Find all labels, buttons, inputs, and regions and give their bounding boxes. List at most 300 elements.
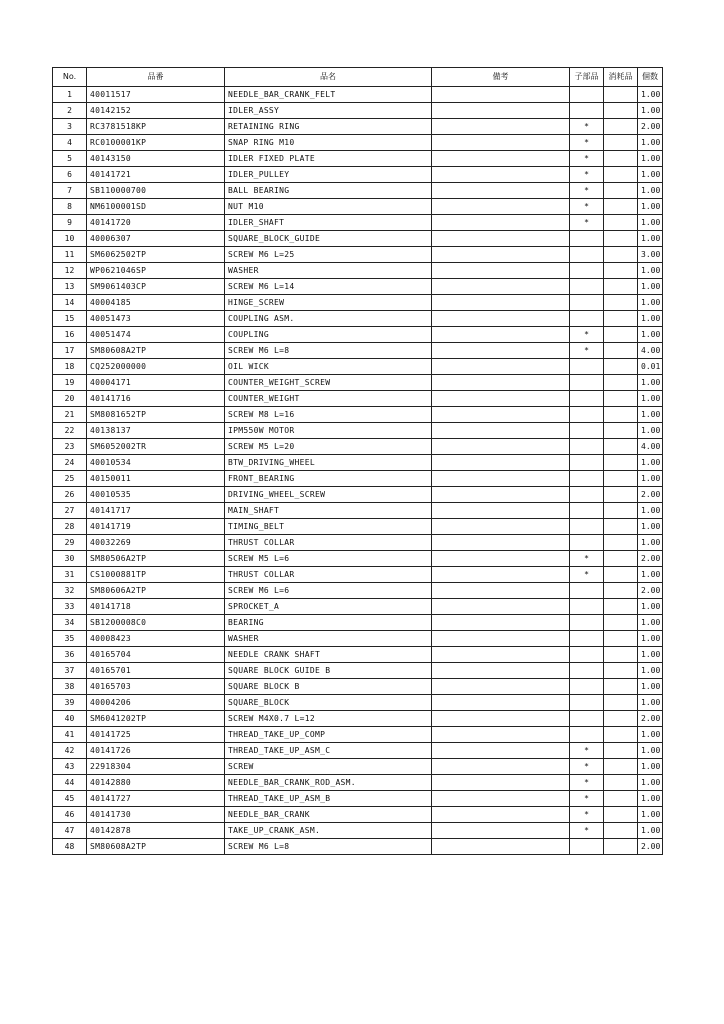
part-number-cell: 40004206: [87, 695, 225, 711]
row-number: 43: [53, 759, 87, 775]
table-row: [53, 807, 663, 823]
part-number-cell: 40142880: [87, 775, 225, 791]
part-number-cell: SB1200008C0: [87, 615, 225, 631]
sub-part-mark-cell: [570, 615, 604, 631]
part-name-cell: IDLER_PULLEY: [225, 167, 432, 183]
row-number: 47: [53, 823, 87, 839]
row-number: 4: [53, 135, 87, 151]
sub-part-mark-cell: *: [570, 151, 604, 167]
remarks-cell: [432, 679, 570, 695]
table-row: [53, 247, 663, 263]
part-number-cell: SM6041202TP: [87, 711, 225, 727]
quantity-cell: 4.00: [638, 439, 663, 455]
sub-part-mark-cell: [570, 471, 604, 487]
quantity-cell: 1.00: [638, 807, 663, 823]
part-number-cell: RC3781518KP: [87, 119, 225, 135]
table-row: [53, 839, 663, 855]
table-row: [53, 727, 663, 743]
table-row: [53, 343, 663, 359]
remarks-cell: [432, 423, 570, 439]
part-number-cell: SM80608A2TP: [87, 343, 225, 359]
sub-part-mark-cell: [570, 631, 604, 647]
quantity-cell: 2.00: [638, 119, 663, 135]
part-number-cell: 22918304: [87, 759, 225, 775]
table-row: [53, 551, 663, 567]
quantity-cell: 1.00: [638, 455, 663, 471]
sub-part-mark-cell: [570, 695, 604, 711]
row-number: 23: [53, 439, 87, 455]
sub-part-mark-cell: [570, 727, 604, 743]
row-number: 44: [53, 775, 87, 791]
consumable-mark-cell: [604, 695, 638, 711]
row-number: 31: [53, 567, 87, 583]
remarks-cell: [432, 135, 570, 151]
part-number-cell: 40011517: [87, 87, 225, 103]
consumable-mark-cell: [604, 647, 638, 663]
part-number-cell: SM6062502TP: [87, 247, 225, 263]
quantity-cell: 1.00: [638, 231, 663, 247]
sub-part-mark-cell: [570, 711, 604, 727]
remarks-cell: [432, 119, 570, 135]
row-number: 21: [53, 407, 87, 423]
table-row: [53, 791, 663, 807]
part-name-cell: THRUST COLLAR: [225, 535, 432, 551]
table-row: [53, 407, 663, 423]
row-number: 19: [53, 375, 87, 391]
part-number-cell: 40165701: [87, 663, 225, 679]
remarks-cell: [432, 743, 570, 759]
part-number-cell: SM8081652TP: [87, 407, 225, 423]
sub-part-mark-cell: [570, 583, 604, 599]
row-number: 38: [53, 679, 87, 695]
row-number: 40: [53, 711, 87, 727]
remarks-cell: [432, 727, 570, 743]
quantity-cell: 2.00: [638, 551, 663, 567]
row-number: 32: [53, 583, 87, 599]
row-number: 36: [53, 647, 87, 663]
remarks-cell: [432, 295, 570, 311]
part-name-cell: IDLER_ASSY: [225, 103, 432, 119]
part-name-cell: SCREW: [225, 759, 432, 775]
sub-part-mark-cell: [570, 407, 604, 423]
table-row: [53, 711, 663, 727]
part-name-cell: SCREW M4X0.7 L=12: [225, 711, 432, 727]
part-name-cell: THRUST COLLAR: [225, 567, 432, 583]
sub-part-mark-cell: *: [570, 743, 604, 759]
quantity-cell: 1.00: [638, 567, 663, 583]
remarks-cell: [432, 775, 570, 791]
consumable-mark-cell: [604, 807, 638, 823]
row-number: 35: [53, 631, 87, 647]
row-number: 5: [53, 151, 87, 167]
part-name-cell: THREAD_TAKE_UP_COMP: [225, 727, 432, 743]
consumable-mark-cell: [604, 567, 638, 583]
quantity-cell: 1.00: [638, 647, 663, 663]
part-number-cell: SM80608A2TP: [87, 839, 225, 855]
part-number-cell: 40142152: [87, 103, 225, 119]
row-number: 33: [53, 599, 87, 615]
remarks-cell: [432, 263, 570, 279]
table-row: [53, 535, 663, 551]
table-row: [53, 103, 663, 119]
sub-part-mark-cell: *: [570, 343, 604, 359]
table-row: [53, 471, 663, 487]
quantity-cell: 1.00: [638, 87, 663, 103]
remarks-cell: [432, 791, 570, 807]
consumable-mark-cell: [604, 391, 638, 407]
table-row: [53, 231, 663, 247]
consumable-mark-cell: [604, 535, 638, 551]
table-row: [53, 215, 663, 231]
table-row: [53, 743, 663, 759]
part-name-cell: SCREW M6 L=6: [225, 583, 432, 599]
quantity-cell: 1.00: [638, 823, 663, 839]
quantity-cell: 1.00: [638, 775, 663, 791]
quantity-cell: 1.00: [638, 743, 663, 759]
table-row: [53, 167, 663, 183]
sub-part-mark-cell: [570, 439, 604, 455]
part-number-cell: 40141720: [87, 215, 225, 231]
remarks-cell: [432, 519, 570, 535]
remarks-cell: [432, 583, 570, 599]
remarks-cell: [432, 231, 570, 247]
part-number-cell: 40142878: [87, 823, 225, 839]
quantity-cell: 1.00: [638, 503, 663, 519]
header-remarks: 備考: [432, 68, 570, 87]
sub-part-mark-cell: *: [570, 823, 604, 839]
part-name-cell: COUPLING: [225, 327, 432, 343]
quantity-cell: 1.00: [638, 167, 663, 183]
row-number: 17: [53, 343, 87, 359]
row-number: 22: [53, 423, 87, 439]
part-number-cell: 40141719: [87, 519, 225, 535]
row-number: 45: [53, 791, 87, 807]
row-number: 10: [53, 231, 87, 247]
part-name-cell: BALL BEARING: [225, 183, 432, 199]
part-name-cell: IDLER FIXED PLATE: [225, 151, 432, 167]
part-name-cell: OIL WICK: [225, 359, 432, 375]
header-no: No.: [53, 68, 87, 87]
row-number: 39: [53, 695, 87, 711]
part-number-cell: RC0100001KP: [87, 135, 225, 151]
quantity-cell: 1.00: [638, 727, 663, 743]
quantity-cell: 1.00: [638, 631, 663, 647]
table-row: [53, 599, 663, 615]
row-number: 29: [53, 535, 87, 551]
table-row: [53, 519, 663, 535]
table-row: [53, 583, 663, 599]
sub-part-mark-cell: [570, 487, 604, 503]
sub-part-mark-cell: [570, 391, 604, 407]
sub-part-mark-cell: [570, 535, 604, 551]
header-sub-part: 子部品: [570, 68, 604, 87]
consumable-mark-cell: [604, 823, 638, 839]
table-row: [53, 823, 663, 839]
table-row: [53, 135, 663, 151]
quantity-cell: 1.00: [638, 423, 663, 439]
quantity-cell: 1.00: [638, 471, 663, 487]
consumable-mark-cell: [604, 471, 638, 487]
remarks-cell: [432, 807, 570, 823]
remarks-cell: [432, 311, 570, 327]
part-number-cell: 40051473: [87, 311, 225, 327]
sub-part-mark-cell: *: [570, 759, 604, 775]
parts-list-body: [53, 87, 663, 855]
quantity-cell: 1.00: [638, 615, 663, 631]
quantity-cell: 2.00: [638, 839, 663, 855]
row-number: 18: [53, 359, 87, 375]
part-number-cell: 40141716: [87, 391, 225, 407]
part-name-cell: MAIN_SHAFT: [225, 503, 432, 519]
part-name-cell: THREAD_TAKE_UP_ASM_B: [225, 791, 432, 807]
remarks-cell: [432, 183, 570, 199]
parts-list-sheet: [52, 67, 663, 855]
consumable-mark-cell: [604, 615, 638, 631]
quantity-cell: 1.00: [638, 375, 663, 391]
row-number: 3: [53, 119, 87, 135]
remarks-cell: [432, 279, 570, 295]
quantity-cell: 1.00: [638, 791, 663, 807]
row-number: 12: [53, 263, 87, 279]
row-number: 7: [53, 183, 87, 199]
table-row: [53, 311, 663, 327]
consumable-mark-cell: [604, 439, 638, 455]
part-name-cell: SCREW M6 L=8: [225, 343, 432, 359]
row-number: 25: [53, 471, 87, 487]
part-number-cell: SM6052002TR: [87, 439, 225, 455]
consumable-mark-cell: [604, 455, 638, 471]
header-part-number: 品番: [87, 68, 225, 87]
quantity-cell: 1.00: [638, 599, 663, 615]
sub-part-mark-cell: *: [570, 775, 604, 791]
part-number-cell: 40010535: [87, 487, 225, 503]
sub-part-mark-cell: *: [570, 199, 604, 215]
sub-part-mark-cell: *: [570, 119, 604, 135]
quantity-cell: 4.00: [638, 343, 663, 359]
quantity-cell: 1.00: [638, 135, 663, 151]
table-row: [53, 263, 663, 279]
part-number-cell: 40165703: [87, 679, 225, 695]
quantity-cell: 1.00: [638, 103, 663, 119]
remarks-cell: [432, 631, 570, 647]
table-row: [53, 631, 663, 647]
part-name-cell: RETAINING RING: [225, 119, 432, 135]
part-name-cell: NEEDLE_BAR_CRANK_ROD_ASM.: [225, 775, 432, 791]
part-name-cell: SCREW M5 L=6: [225, 551, 432, 567]
remarks-cell: [432, 455, 570, 471]
part-name-cell: NEEDLE CRANK SHAFT: [225, 647, 432, 663]
quantity-cell: 2.00: [638, 487, 663, 503]
table-row: [53, 455, 663, 471]
consumable-mark-cell: [604, 199, 638, 215]
part-name-cell: HINGE_SCREW: [225, 295, 432, 311]
part-number-cell: 40032269: [87, 535, 225, 551]
consumable-mark-cell: [604, 103, 638, 119]
part-name-cell: NEEDLE_BAR_CRANK: [225, 807, 432, 823]
table-row: [53, 183, 663, 199]
remarks-cell: [432, 471, 570, 487]
consumable-mark-cell: [604, 263, 638, 279]
consumable-mark-cell: [604, 599, 638, 615]
consumable-mark-cell: [604, 119, 638, 135]
quantity-cell: 1.00: [638, 311, 663, 327]
sub-part-mark-cell: [570, 679, 604, 695]
consumable-mark-cell: [604, 247, 638, 263]
row-number: 27: [53, 503, 87, 519]
row-number: 30: [53, 551, 87, 567]
part-number-cell: WP0621046SP: [87, 263, 225, 279]
sub-part-mark-cell: [570, 647, 604, 663]
quantity-cell: 1.00: [638, 695, 663, 711]
remarks-cell: [432, 247, 570, 263]
sub-part-mark-cell: *: [570, 551, 604, 567]
part-name-cell: BEARING: [225, 615, 432, 631]
sub-part-mark-cell: [570, 311, 604, 327]
table-row: [53, 295, 663, 311]
remarks-cell: [432, 503, 570, 519]
consumable-mark-cell: [604, 375, 638, 391]
row-number: 8: [53, 199, 87, 215]
row-number: 16: [53, 327, 87, 343]
row-number: 26: [53, 487, 87, 503]
part-name-cell: SNAP RING M10: [225, 135, 432, 151]
consumable-mark-cell: [604, 679, 638, 695]
quantity-cell: 2.00: [638, 583, 663, 599]
consumable-mark-cell: [604, 759, 638, 775]
part-name-cell: WASHER: [225, 631, 432, 647]
consumable-mark-cell: [604, 583, 638, 599]
parts-list-table: [52, 67, 663, 855]
consumable-mark-cell: [604, 487, 638, 503]
row-number: 48: [53, 839, 87, 855]
quantity-cell: 1.00: [638, 391, 663, 407]
consumable-mark-cell: [604, 519, 638, 535]
remarks-cell: [432, 407, 570, 423]
part-name-cell: SCREW M6 L=14: [225, 279, 432, 295]
part-number-cell: CS1000881TP: [87, 567, 225, 583]
consumable-mark-cell: [604, 663, 638, 679]
sub-part-mark-cell: *: [570, 135, 604, 151]
part-number-cell: 40141718: [87, 599, 225, 615]
quantity-cell: 0.01: [638, 359, 663, 375]
sub-part-mark-cell: [570, 87, 604, 103]
sub-part-mark-cell: [570, 103, 604, 119]
consumable-mark-cell: [604, 503, 638, 519]
consumable-mark-cell: [604, 231, 638, 247]
table-row: [53, 199, 663, 215]
quantity-cell: 3.00: [638, 247, 663, 263]
sub-part-mark-cell: *: [570, 167, 604, 183]
row-number: 20: [53, 391, 87, 407]
table-row: [53, 775, 663, 791]
part-number-cell: 40006307: [87, 231, 225, 247]
header-part-name: 品名: [225, 68, 432, 87]
part-number-cell: 40143150: [87, 151, 225, 167]
table-row: [53, 391, 663, 407]
part-name-cell: COUNTER_WEIGHT_SCREW: [225, 375, 432, 391]
table-row: [53, 375, 663, 391]
sub-part-mark-cell: [570, 663, 604, 679]
part-name-cell: BTW_DRIVING_WHEEL: [225, 455, 432, 471]
part-name-cell: WASHER: [225, 263, 432, 279]
consumable-mark-cell: [604, 775, 638, 791]
remarks-cell: [432, 695, 570, 711]
sub-part-mark-cell: [570, 231, 604, 247]
consumable-mark-cell: [604, 551, 638, 567]
consumable-mark-cell: [604, 311, 638, 327]
consumable-mark-cell: [604, 87, 638, 103]
sub-part-mark-cell: *: [570, 807, 604, 823]
part-name-cell: DRIVING_WHEEL_SCREW: [225, 487, 432, 503]
consumable-mark-cell: [604, 327, 638, 343]
remarks-cell: [432, 711, 570, 727]
part-name-cell: TIMING_BELT: [225, 519, 432, 535]
header-quantity: 個数: [638, 68, 663, 87]
part-name-cell: TAKE_UP_CRANK_ASM.: [225, 823, 432, 839]
part-name-cell: COUNTER_WEIGHT: [225, 391, 432, 407]
consumable-mark-cell: [604, 711, 638, 727]
remarks-cell: [432, 535, 570, 551]
sub-part-mark-cell: *: [570, 183, 604, 199]
row-number: 13: [53, 279, 87, 295]
consumable-mark-cell: [604, 295, 638, 311]
quantity-cell: 1.00: [638, 679, 663, 695]
quantity-cell: 1.00: [638, 535, 663, 551]
quantity-cell: 1.00: [638, 151, 663, 167]
part-number-cell: 40008423: [87, 631, 225, 647]
row-number: 37: [53, 663, 87, 679]
sub-part-mark-cell: [570, 295, 604, 311]
remarks-cell: [432, 647, 570, 663]
consumable-mark-cell: [604, 423, 638, 439]
sub-part-mark-cell: [570, 247, 604, 263]
row-number: 28: [53, 519, 87, 535]
consumable-mark-cell: [604, 727, 638, 743]
remarks-cell: [432, 327, 570, 343]
sub-part-mark-cell: [570, 599, 604, 615]
consumable-mark-cell: [604, 631, 638, 647]
remarks-cell: [432, 615, 570, 631]
part-number-cell: 40141721: [87, 167, 225, 183]
quantity-cell: 1.00: [638, 295, 663, 311]
quantity-cell: 1.00: [638, 519, 663, 535]
sub-part-mark-cell: [570, 375, 604, 391]
row-number: 34: [53, 615, 87, 631]
part-name-cell: SQUARE_BLOCK_GUIDE: [225, 231, 432, 247]
table-row: [53, 647, 663, 663]
consumable-mark-cell: [604, 279, 638, 295]
part-name-cell: FRONT_BEARING: [225, 471, 432, 487]
part-number-cell: SM9061403CP: [87, 279, 225, 295]
part-name-cell: IPM550W MOTOR: [225, 423, 432, 439]
remarks-cell: [432, 359, 570, 375]
part-number-cell: 40141726: [87, 743, 225, 759]
table-row: [53, 327, 663, 343]
row-number: 11: [53, 247, 87, 263]
table-row: [53, 359, 663, 375]
table-row: [53, 503, 663, 519]
remarks-cell: [432, 87, 570, 103]
remarks-cell: [432, 567, 570, 583]
consumable-mark-cell: [604, 183, 638, 199]
remarks-cell: [432, 439, 570, 455]
part-number-cell: 40141727: [87, 791, 225, 807]
remarks-cell: [432, 167, 570, 183]
table-row: [53, 487, 663, 503]
part-number-cell: 40004171: [87, 375, 225, 391]
sub-part-mark-cell: *: [570, 327, 604, 343]
table-row: [53, 279, 663, 295]
